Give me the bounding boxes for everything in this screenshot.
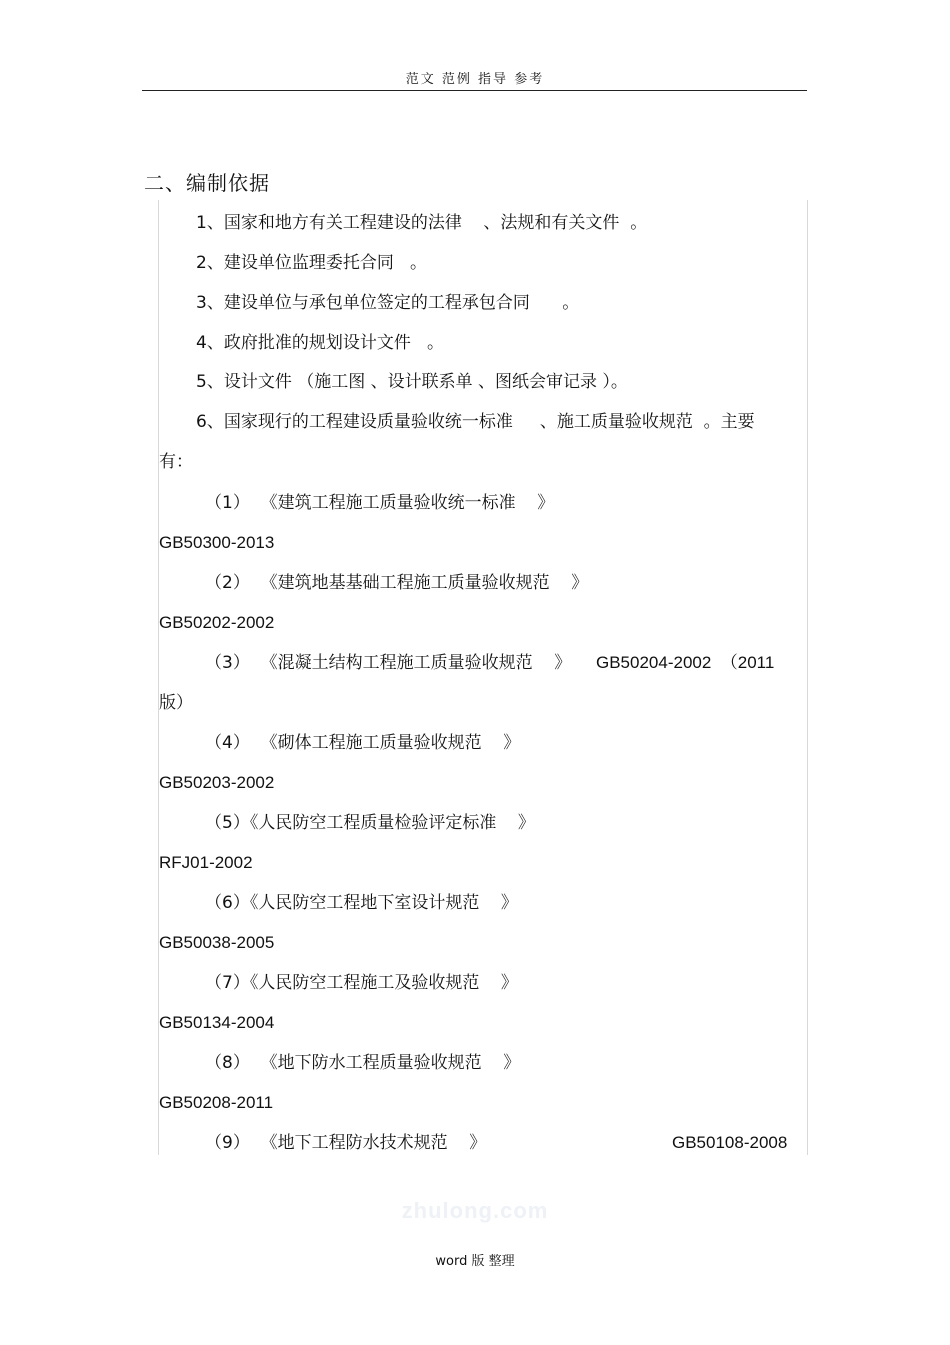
section-heading: 二、编制依据 bbox=[144, 171, 270, 195]
ref-8-title: （8） 《地下防水工程质量验收规范 》 bbox=[205, 1053, 521, 1073]
basis-item-3: 3、建设单位与承包单位签定的工程承包合同 。 bbox=[196, 293, 580, 313]
ref-6-code: GB50038-2005 bbox=[159, 933, 275, 952]
ref-7-title: （7）《人民防空工程施工及验收规范 》 bbox=[205, 973, 518, 993]
ref-1-code: GB50300-2013 bbox=[159, 533, 275, 552]
ref-1-title: （1） 《建筑工程施工质量验收统一标准 》 bbox=[205, 493, 555, 513]
ref-9-code: GB50108-2008 bbox=[672, 1133, 788, 1152]
page-footer: word 版 整理 bbox=[435, 1254, 515, 1269]
ref-4-code: GB50203-2002 bbox=[159, 773, 275, 792]
ref-3-title: （3） 《混凝土结构工程施工质量验收规范 》 bbox=[205, 653, 572, 673]
basis-item-6-continuation: 有： bbox=[159, 452, 193, 471]
basis-item-4: 4、政府批准的规划设计文件 。 bbox=[196, 333, 445, 353]
basis-item-5: 5、设计文件 （施工图 、设计联系单 、图纸会审记录 ）。 bbox=[196, 372, 628, 392]
basis-item-2: 2、建设单位监理委托合同 。 bbox=[196, 253, 428, 273]
ref-7-code: GB50134-2004 bbox=[159, 1013, 275, 1032]
ref-8-code: GB50208-2011 bbox=[159, 1093, 274, 1112]
page-header: 范文 范例 指导 参考 bbox=[405, 72, 545, 87]
ref-4-title: （4） 《砌体工程施工质量验收规范 》 bbox=[205, 733, 521, 753]
ref-3-edition: 版） bbox=[159, 693, 193, 712]
watermark: zhulong.com bbox=[401, 1198, 549, 1223]
basis-item-6: 6、国家现行的工程建设质量验收统一标准 、施工质量验收规范 。主要 bbox=[196, 412, 755, 432]
ref-2-title: （2） 《建筑地基基础工程施工质量验收规范 》 bbox=[205, 573, 589, 593]
basis-item-1: 1、国家和地方有关工程建设的法律 、法规和有关文件 。 bbox=[196, 213, 648, 233]
header-divider bbox=[142, 90, 807, 91]
ref-9-title: （9） 《地下工程防水技术规范 》 bbox=[205, 1133, 487, 1153]
ref-5-code: RFJ01-2002 bbox=[159, 853, 253, 872]
ref-6-title: （6）《人民防空工程地下室设计规范 》 bbox=[205, 893, 518, 913]
ref-5-title: （5）《人民防空工程质量检验评定标准 》 bbox=[205, 813, 535, 833]
frame-right-border bbox=[807, 200, 808, 1155]
ref-2-code: GB50202-2002 bbox=[159, 613, 275, 632]
ref-3-code: GB50204-2002 （2011 bbox=[596, 653, 775, 672]
